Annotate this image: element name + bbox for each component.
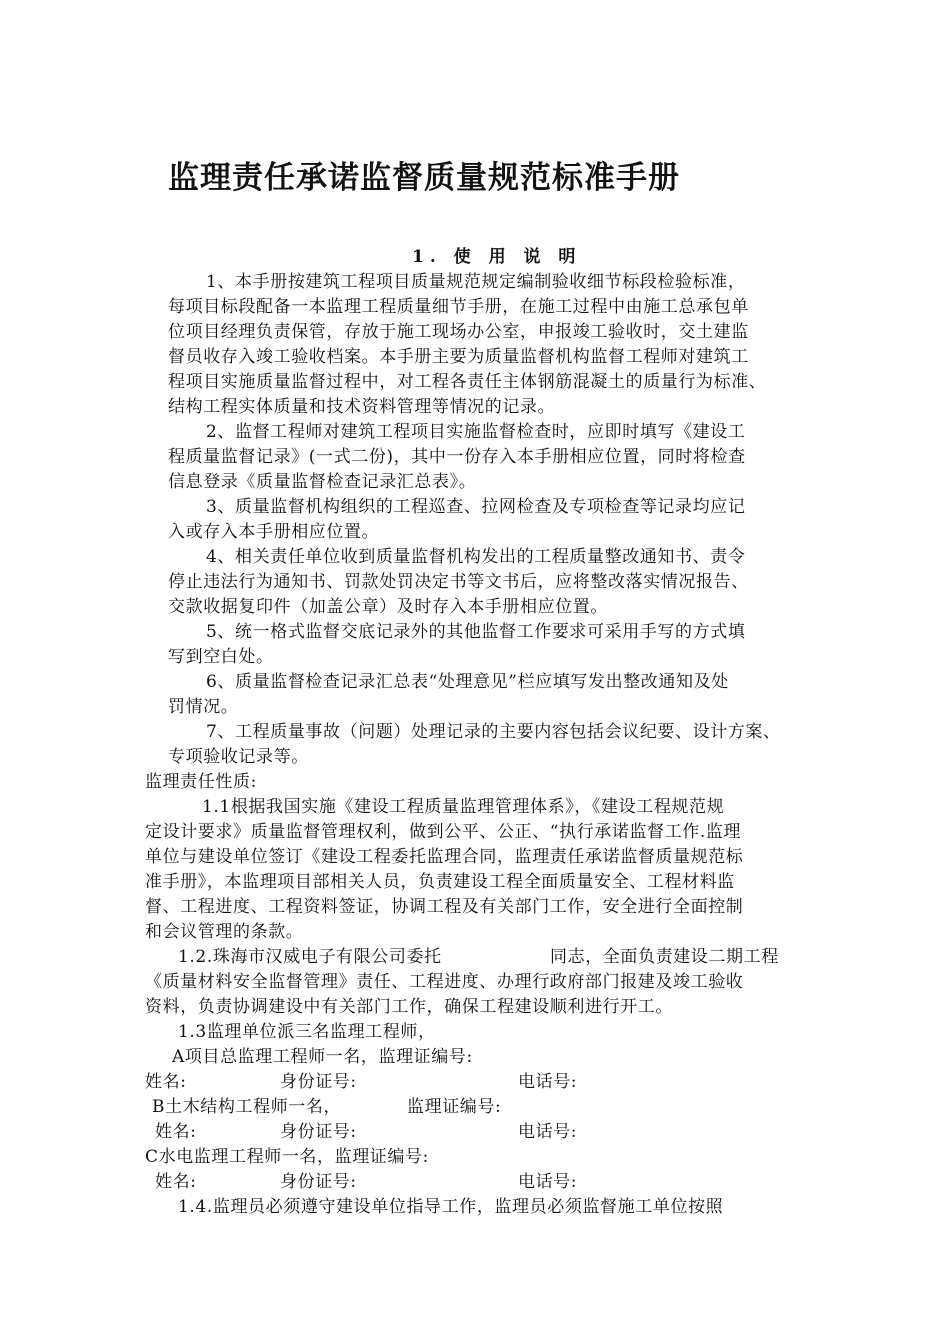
field-label-phone: 电话号: (518, 1172, 578, 1192)
text-line: 1.3监理单位派三名监理工程师， (178, 1022, 436, 1042)
text-line: 结构工程实体质量和技术资料管理等情况的记录。 (168, 397, 556, 417)
field-label-id: 身份证号: (280, 1122, 357, 1142)
text-line: 1.4.监理员必须遵守建设单位指导工作，监理员必须监督施工单位按照 (178, 1197, 724, 1217)
field-label-id: 身份证号: (280, 1072, 357, 1092)
text-line: 每项目标段配备一本监理工程质量细节手册，在施工过程中由施工总承包单 (168, 297, 749, 317)
text-line: 停止违法行为通知书、罚款处罚决定书等文书后，应将整改落实情况报告、 (168, 572, 749, 592)
text-line: 督、工程进度、工程资料签证，协调工程及有关部门工作，安全进行全面控制 (145, 897, 744, 917)
text-line: 交款收据复印件（加盖公章）及时存入本手册相应位置。 (168, 597, 608, 617)
text-line: 6、质量监督检查记录汇总表“处理意见”栏应填写发出整改通知及处 (206, 672, 729, 692)
text-line: 1、本手册按建筑工程项目质量规范规定编制验收细节标段检验标准， (206, 272, 746, 292)
text-line: 同志，全面负责建设二期工程 (550, 947, 779, 967)
field-label-name: 姓名: (145, 1072, 187, 1092)
text-line: 5、统一格式监督交底记录外的其他监督工作要求可采用手写的方式填 (206, 622, 746, 642)
text-line: 1.2.珠海市汉威电子有限公司委托 (178, 947, 442, 967)
text-line: 单位与建设单位签订《建设工程委托监理合同，监理责任承诺监督质量规范标 (145, 847, 744, 867)
text-line: 《质量材料安全监督管理》责任、工程进度、办理行政府部门报建及竣工验收 (145, 972, 744, 992)
text-line: 程质量监督记录》(一式二份)，其中一份存入本手册相应位置，同时将检查 (168, 447, 746, 467)
field-label-name: 姓名: (155, 1172, 197, 1192)
text-line: 程项目实施质量监督过程中，对工程各责任主体钢筋混凝土的质量行为标准、 (168, 372, 767, 392)
field-label-cert: 监理证编号: (407, 1097, 502, 1117)
text-line: 2、监督工程师对建筑工程项目实施监督检查时，应即时填写《建设工 (206, 422, 746, 442)
text-line: 和会议管理的条款。 (145, 922, 304, 942)
text-line: 督员收存入竣工验收档案。本手册主要为质量监督机构监督工程师对建筑工 (168, 347, 749, 367)
text-line: 罚情况。 (168, 697, 239, 717)
document-title: 监理责任承诺监督质量规范标准手册 (168, 160, 680, 196)
text-line: 7、工程质量事故（问题）处理记录的主要内容包括会议纪要、设计方案、 (206, 722, 781, 742)
section-label: 监理责任性质: (145, 772, 257, 792)
field-label-id: 身份证号: (280, 1172, 357, 1192)
text-line: 入或存入本手册相应位置。 (168, 522, 380, 542)
text-line: 专项验收记录等。 (168, 747, 309, 767)
text-line: 1.1根据我国实施《建设工程质量监理管理体系》，《建设工程规范规 (202, 797, 725, 817)
text-line: C水电监理工程师一名，监理证编号: (145, 1147, 429, 1167)
text-line: 资料，负责协调建设中有关部门工作，确保工程建设顺利进行开工。 (145, 997, 673, 1017)
text-line: 3、质量监督机构组织的工程巡查、拉网检查及专项检查等记录均应记 (206, 497, 746, 517)
text-line: 信息登录《质量监督检查记录汇总表》。 (168, 472, 477, 492)
section-heading: 1. 使 用 说 明 (412, 247, 582, 267)
text-line: B土木结构工程师一名， (152, 1097, 342, 1117)
text-line: 4、相关责任单位收到质量监督机构发出的工程质量整改通知书、责令 (206, 547, 746, 567)
text-line: 写到空白处。 (168, 647, 274, 667)
text-line: 位项目经理负责保管，存放于施工现场办公室，申报竣工验收时，交土建监 (168, 322, 749, 342)
text-line: A项目总监理工程师一名，监理证编号: (172, 1047, 473, 1067)
text-line: 准手册》，本监理项目部相关人员，负责建设工程全面质量安全、工程材料监 (145, 872, 735, 892)
field-label-phone: 电话号: (518, 1072, 578, 1092)
field-label-name: 姓名: (155, 1122, 197, 1142)
text-line: 定设计要求》质量监督管理权利，做到公平、公正、“执行承诺监督工作.监理 (145, 822, 742, 842)
field-label-phone: 电话号: (518, 1122, 578, 1142)
